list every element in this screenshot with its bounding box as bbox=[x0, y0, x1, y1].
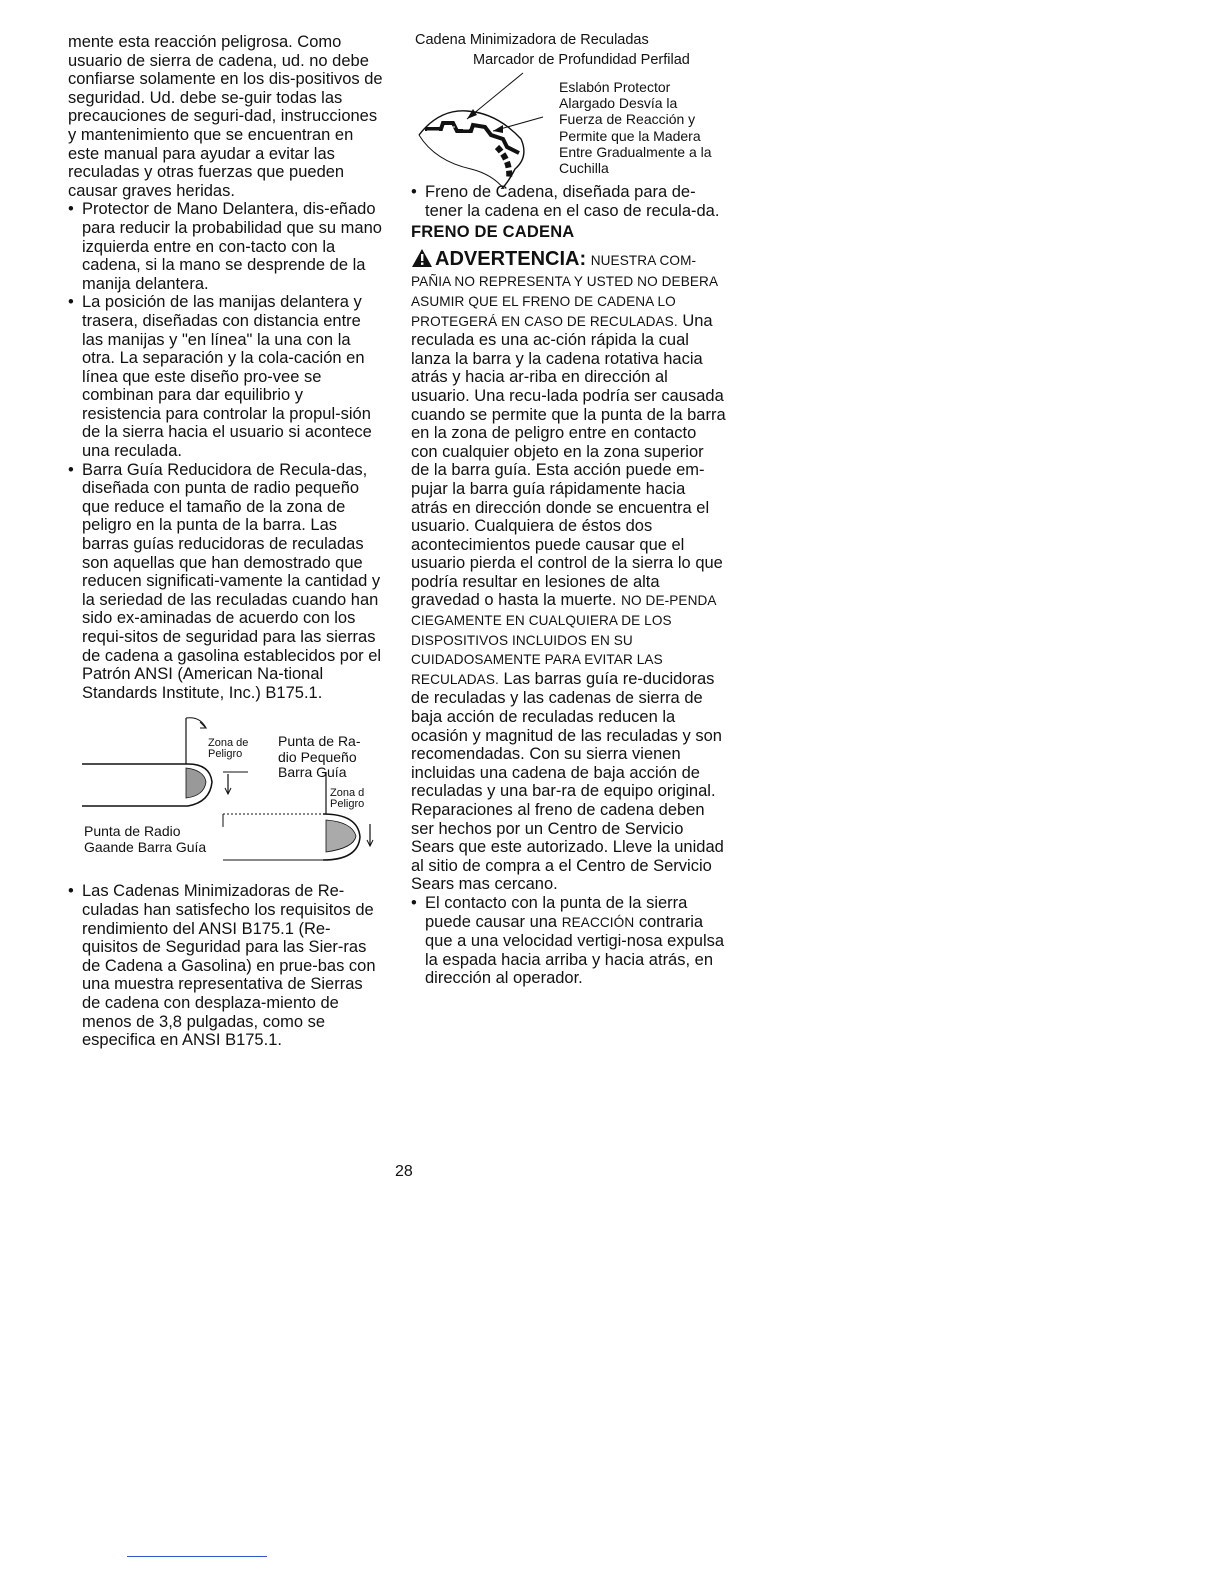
guard-link-label: Eslabón Protector Alargado Desvía la Fuerza de Reacción y Permite que la Madera Entre Gradualmente a la Cuchilla bbox=[559, 79, 712, 177]
right-column bbox=[411, 33, 726, 988]
large-radius-tip-label: Punta de Radio Gaande Barra Guía bbox=[84, 823, 207, 855]
list-item: • Las Cadenas Minimizadoras de Re-culadas han satisfecho los requisitos de rendimiento del ANSI B175.1 (Re-quisitos de Seguridad para las Sier-ras de Cadena a Gasolina) en prue-bas con una muestra representativa de Sierras de cadena con desplaza-miento de menos de 3,8 pulgadas, como se especifica en ANSI B175.1. bbox=[68, 882, 383, 1049]
section-heading: FRENO DE CADENA bbox=[411, 223, 575, 242]
list-item: • Protector de Mano Delantera, dis-eñado para reducir la probabilidad que su mano izquierda entre en con-tacto con la cadena, si la mano se desprende de la manija delantera. bbox=[68, 200, 383, 293]
depth-gauge-label: Marcador de Profundidad Perfilad bbox=[473, 52, 690, 68]
warning-caps-text: NO DE-PENDA CIEGAMENTE EN CUALQUIERA DE LOS DISPOSITIVOS INCLUIDOS EN SU CUIDADOSAMENTE PARA EVITAR LAS RECULADAS. bbox=[411, 593, 716, 687]
low-kickback-chain-diagram bbox=[411, 33, 726, 183]
intro-paragraph: mente esta reacción peligrosa. Como usuario de sierra de cadena, ud. no debe confiarse solamente en los dis-positivos de seguridad. Ud. debe se-guir todas las precauciones de seguri-dad, instrucciones y mantenimiento que se encuentran en este manual para ayudar a evitar las reculadas y otras fuerzas que pueden causar graves heridas. bbox=[68, 33, 383, 200]
contact-warning-list bbox=[411, 894, 726, 988]
footer-rule bbox=[127, 1556, 267, 1557]
warning-label: ADVERTENCIA: bbox=[435, 247, 587, 270]
warning-text: Una reculada es una ac-ción rápida la cual lanza la barra y la cadena rotativa hacia atrás y hacia ar-riba en dirección al usuario. Una recu-lada podría ser causada cuando se permite que la punta de la barra en la zona de peligro entre en contacto con cualquier objeto en la zona superior de la barra guía. Esta acción puede em-pujar la barra guía rápidamente hacia atrás en dirección donde se encuentra el usuario. Cualquiera de éstos dos acontecimientos puede causar que el usuario pierda el control de la sierra lo que podría resultar en lesiones de alta gravedad o hasta la muerte. bbox=[411, 311, 726, 610]
left-column bbox=[68, 33, 383, 1050]
list-item: • Freno de Cadena, diseñada para de-tener la cadena en el caso de recula-da. bbox=[411, 183, 726, 220]
danger-zone-label: Zona de Peligro bbox=[208, 737, 249, 761]
reaction-caps: REACCIÓN bbox=[561, 914, 635, 930]
page-number: 28 bbox=[395, 1163, 413, 1180]
chain-diagram-title: Cadena Minimizadora de Reculadas bbox=[415, 32, 649, 48]
list-item: • La posición de las manijas delantera y trasera, diseñadas con distancia entre las manijas y "en línea" la una con la otra. La separación y la cola-cación en línea que este diseño pro-vee se combinan para dar equilibrio y resistencia para controlar la propul-sión de la sierra hacia el usuario si acontece una reculada. bbox=[68, 293, 383, 460]
contact-text: El contacto con la punta de la sierra puede causar una bbox=[425, 893, 688, 931]
warning-triangle-icon bbox=[411, 248, 433, 273]
small-radius-tip-label: Punta de Ra-dio Pequeño Barra Guía bbox=[278, 733, 361, 781]
list-item: • Barra Guía Reducidora de Recula-das, diseñada con punta de radio pequeño que reduce el tamaño de la zona de peligro en la punta de la barra. Las barras guías reducidoras de reculadas son aquellas que han demostrado que reducen significati-vamente la cantidad y la seriedad de las reculadas cuando han sido ex-aminadas de acuerdo con los requi-sitos de seguridad para las sierras de cadena a gasolina establecidos por el Patrón ANSI (American Na-tional Standards Institute, Inc.) B175.1. bbox=[68, 461, 383, 703]
list-item bbox=[411, 894, 726, 988]
warning-block bbox=[411, 248, 726, 894]
guide-bar-diagram bbox=[68, 712, 383, 882]
chain-illustration bbox=[411, 69, 551, 189]
chain-brake-list bbox=[411, 183, 726, 220]
chain-list bbox=[68, 882, 383, 1049]
warning-caps-text: NUESTRA COM-PAÑIA NO REPRESENTA Y USTED NO DEBERA ASUMIR QUE EL FRENO DE CADENA LO PROTEGERÁ EN CASO DE RECULADAS. bbox=[411, 252, 718, 329]
contact-text: contraria que a una velocidad vertigi-nosa expulsa la espada hacia arriba y hacia atrás, en dirección al operador. bbox=[425, 912, 725, 988]
danger-zone-label: Zona d Peligro bbox=[330, 787, 365, 811]
warning-text: Las barras guía re-ducidoras de reculadas y las cadenas de sierra de baja acción de reculadas reducen la ocasión y magnitud de las reculadas y son recomendadas. Con su sierra vienen incluidas una cadena de baja acción de reculadas y una bar-ra de equipo original. Reparaciones al freno de cadena deben ser hechos por un Centro de Servicio Sears que este autorizado. Lleve la unidad al sitio de compra a el Centro de Servicio Sears mas cercano. bbox=[411, 669, 724, 894]
safety-features-list bbox=[68, 200, 383, 702]
